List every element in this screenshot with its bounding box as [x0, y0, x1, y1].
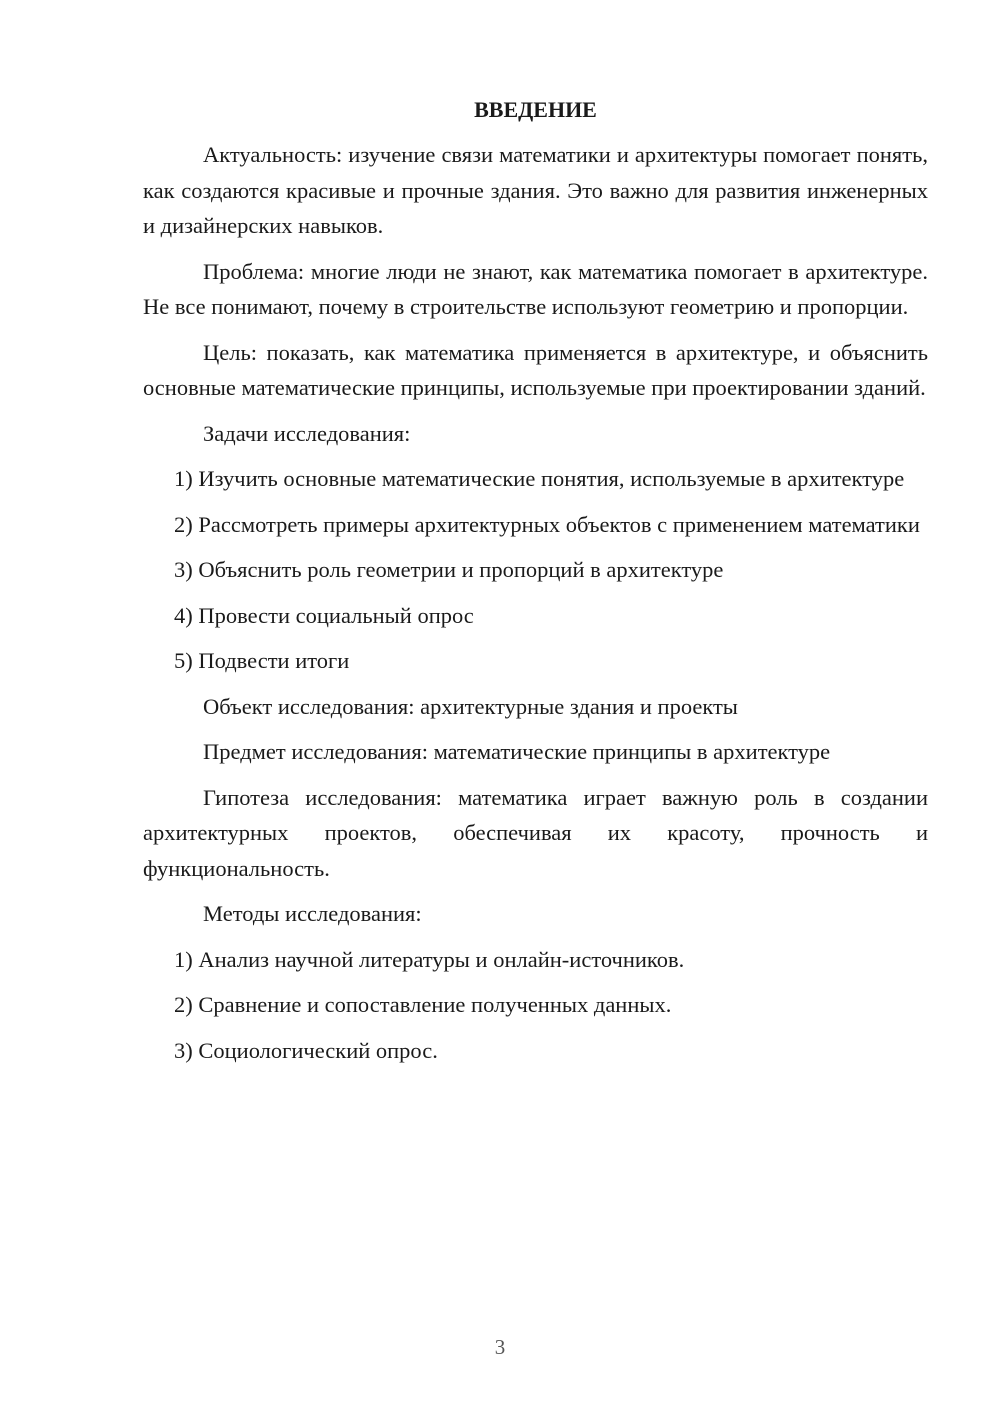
tasks-heading: Задачи исследования:: [203, 420, 411, 446]
paragraph-problem: Проблема: многие люди не знают, как математика помогает в архитектуре. Не все понимают, почему в строительстве используют геометрию и пропорции.: [143, 258, 928, 319]
task-item-4: 4) Провести социальный опрос: [174, 602, 474, 628]
page-number: 3: [494, 1335, 506, 1359]
task-item-5: 5) Подвести итоги: [174, 648, 350, 673]
paragraph-goal: Цель: показать, как математика применяется в архитектуре, и объяснить основные математические принципы, используемые при проектировании зданий.: [143, 339, 928, 400]
paragraph-hypothesis: Гипотеза исследования: математика играет важную роль в создании архитектурных проектов, обеспечивая их красоту, прочность и функциональность.: [143, 784, 928, 881]
method-item-1: 1) Анализ научной литературы и онлайн-источников.: [174, 946, 685, 972]
task-item-2: 2) Рассмотреть примеры архитектурных объектов с применением математики: [174, 511, 920, 537]
paragraph-relevance: Актуальность: изучение связи математики и архитектуры помогает понять, как создаются красивые и прочные здания. Это важно для развития инженерных и дизайнерских навыков.: [143, 142, 928, 238]
page-content: [143, 92, 928, 1078]
paragraph-object: Объект исследования: архитектурные здания и проекты: [203, 693, 738, 719]
section-title: ВВЕДЕНИЕ: [474, 97, 597, 122]
method-item-2: 2) Сравнение и сопоставление полученных данных.: [174, 992, 672, 1017]
methods-heading: Методы исследования:: [203, 901, 422, 926]
task-item-1: 1) Изучить основные математические понятия, используемые в архитектуре: [174, 466, 905, 491]
paragraph-subject: Предмет исследования: математические принципы в архитектуре: [203, 739, 831, 764]
method-item-3: 3) Социологический опрос.: [174, 1037, 438, 1063]
task-item-3: 3) Объяснить роль геометрии и пропорций в архитектуре: [174, 557, 724, 582]
